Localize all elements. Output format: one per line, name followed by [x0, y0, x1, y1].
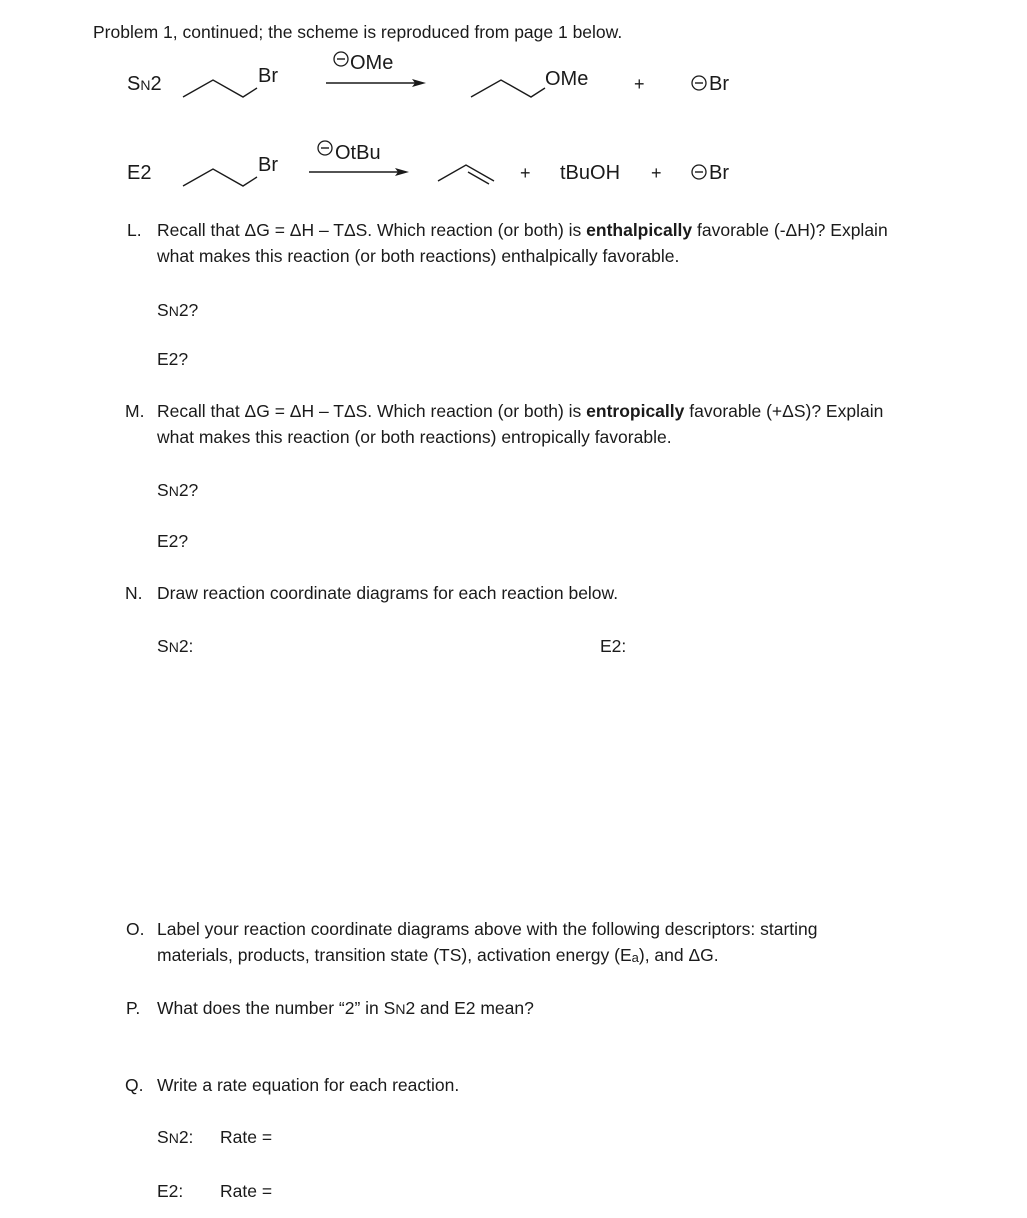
question-l-e2-prompt: E2?	[157, 349, 189, 369]
question-l-text: Recall that ΔG = ΔH – TΔS. Which reaction (or both) is enthalpically favorable (-ΔH)? Explain what makes this reaction (or both reactions) enthalpically favorable.	[157, 220, 888, 266]
question-l-sn2-prompt: SN2?	[157, 300, 199, 320]
question-m-sn2-prompt: SN2?	[157, 480, 199, 500]
e2-reagent: OtBu	[335, 142, 381, 164]
question-p-letter: P.	[126, 998, 141, 1018]
question-q-e2-rate: Rate =	[220, 1181, 273, 1201]
e2-substrate-chain	[183, 169, 257, 186]
question-p-text: What does the number “2” in SN2 and E2 mean?	[157, 998, 534, 1018]
question-q-sn2-rate: Rate =	[220, 1127, 273, 1147]
question-q-e2-prompt: E2:	[157, 1181, 184, 1201]
question-n-text: Draw reaction coordinate diagrams for each reaction below.	[157, 583, 619, 603]
sn2-bromide: Br	[709, 73, 729, 95]
question-n-sn2-prompt: SN2:	[157, 636, 194, 656]
e2-scheme-label: E2	[127, 162, 152, 184]
sn2-substrate-chain	[183, 80, 257, 97]
e2-alkene-product	[438, 165, 494, 181]
reaction-scheme	[0, 0, 1027, 210]
e2-plus-1: +	[520, 163, 531, 183]
question-m-e2-prompt: E2?	[157, 531, 189, 551]
sn2-scheme-label: SN2	[127, 73, 162, 95]
e2-plus-2: +	[651, 163, 662, 183]
e2-leaving-group: Br	[258, 154, 278, 176]
question-q-text: Write a rate equation for each reaction.	[157, 1075, 460, 1095]
question-n-e2-prompt: E2:	[600, 636, 627, 656]
question-m-letter: M.	[125, 401, 145, 421]
sn2-leaving-group: Br	[258, 65, 278, 87]
e2-alcohol: tBuOH	[560, 162, 621, 184]
sn2-plus: +	[634, 74, 645, 94]
sn2-reagent: OMe	[350, 52, 394, 74]
question-n-letter: N.	[125, 583, 143, 603]
question-o-letter: O.	[126, 919, 145, 939]
sn2-product-group: OMe	[545, 68, 589, 90]
question-q-letter: Q.	[125, 1075, 144, 1095]
question-o-text: Label your reaction coordinate diagrams above with the following descriptors: starting materials, products, transition state (TS), activation energy (Ea), and ΔG.	[157, 919, 818, 965]
question-q-sn2-prompt: SN2:	[157, 1127, 194, 1147]
e2-bromide: Br	[709, 162, 729, 184]
question-m-text: Recall that ΔG = ΔH – TΔS. Which reaction (or both) is entropically favorable (+ΔS)? Explain what makes this reaction (or both reactions) entropically favorable.	[157, 401, 884, 447]
question-l-letter: L.	[127, 220, 142, 240]
sn2-product-chain	[471, 80, 545, 97]
page-header: Problem 1, continued; the scheme is reproduced from page 1 below.	[93, 22, 623, 42]
